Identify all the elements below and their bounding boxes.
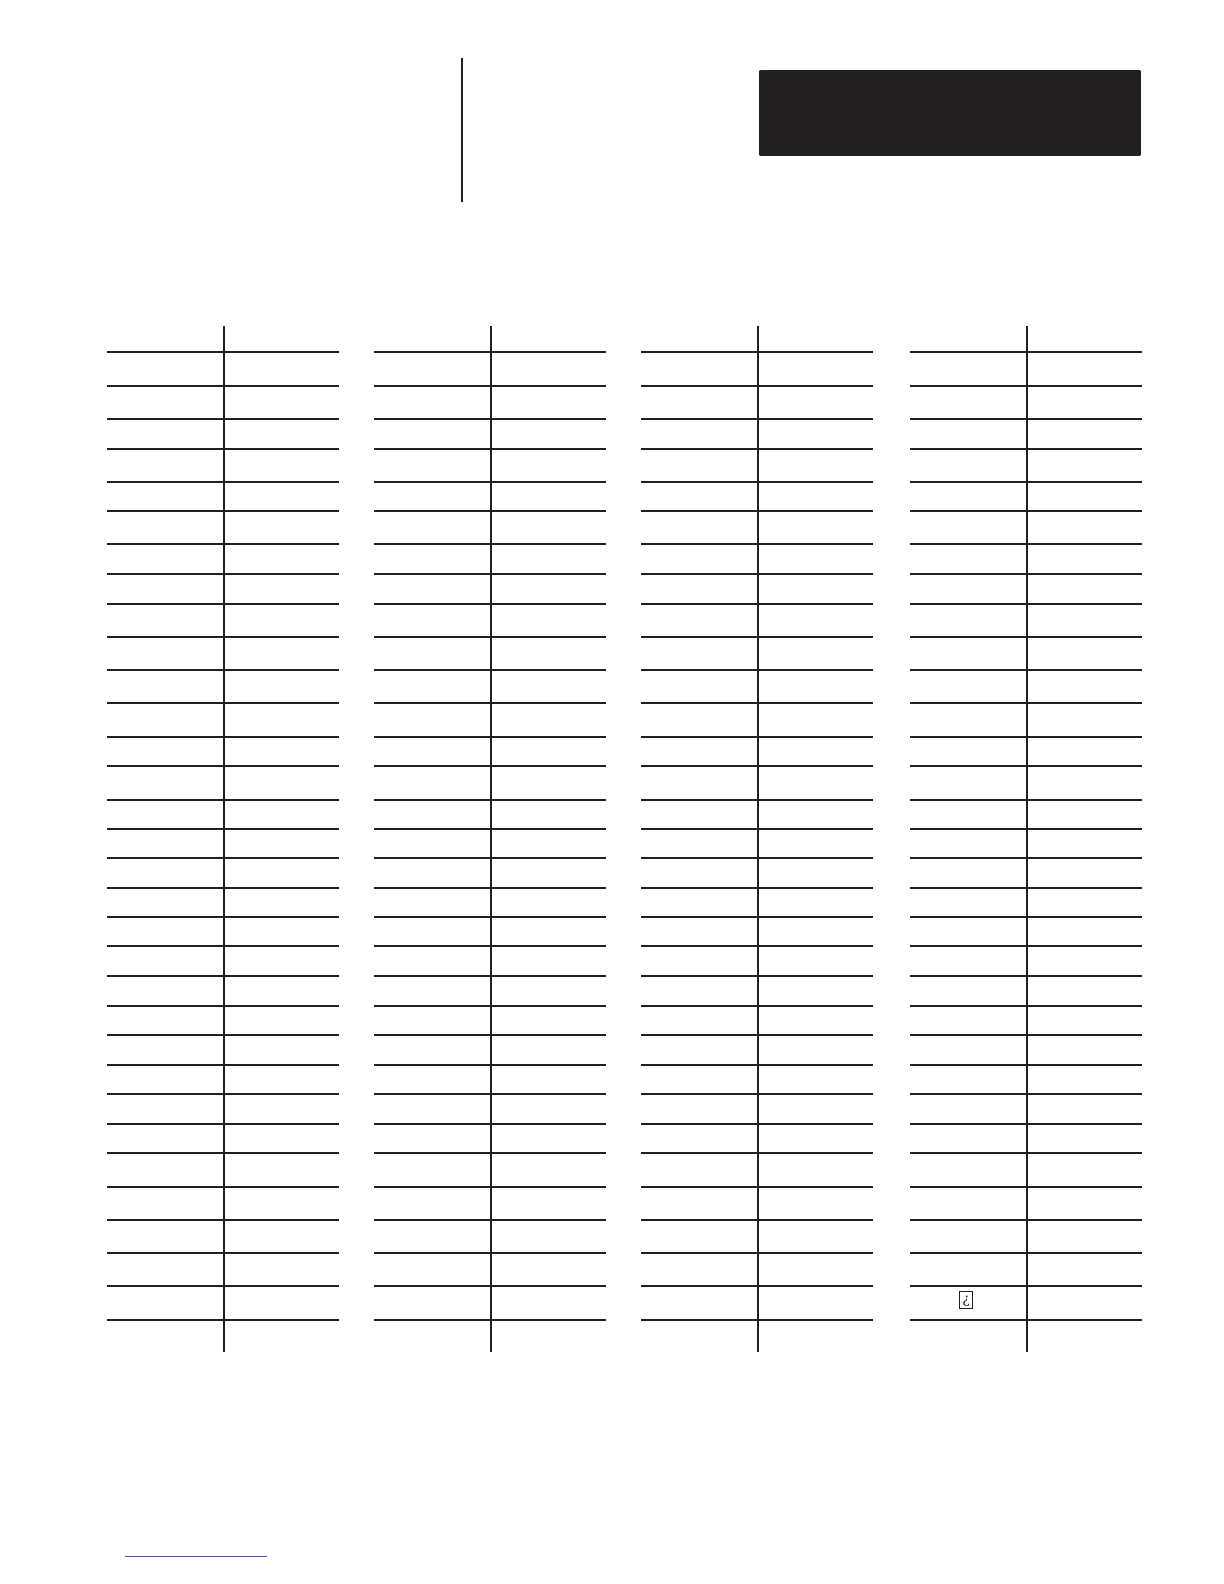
table-row — [374, 1186, 606, 1188]
table-row — [374, 543, 606, 545]
table-row — [641, 385, 873, 387]
table-row — [374, 481, 606, 483]
table-row — [910, 1285, 1142, 1287]
table-row — [910, 1064, 1142, 1066]
table-row — [374, 1319, 606, 1321]
table-row — [641, 887, 873, 889]
table-row — [374, 702, 606, 704]
table-row — [374, 418, 606, 420]
table-row — [107, 1034, 339, 1036]
table-row — [374, 799, 606, 801]
table-row — [641, 418, 873, 420]
table-row — [641, 1319, 873, 1321]
table-row — [107, 736, 339, 738]
table-row — [374, 669, 606, 671]
table-row — [107, 543, 339, 545]
table-row — [374, 1285, 606, 1287]
column-divider — [1026, 326, 1028, 1352]
table-row — [107, 636, 339, 638]
table-row — [910, 799, 1142, 801]
table-row — [641, 1219, 873, 1221]
table-row — [910, 945, 1142, 947]
inverted-question-mark-icon: ¿ — [959, 1291, 973, 1309]
table-row — [910, 543, 1142, 545]
table-row — [107, 945, 339, 947]
table-row — [910, 857, 1142, 859]
table-row — [641, 1064, 873, 1066]
table-row — [374, 1252, 606, 1254]
table-row — [641, 1093, 873, 1095]
table-row — [374, 1093, 606, 1095]
table-row — [374, 573, 606, 575]
table-row — [374, 603, 606, 605]
table-row — [641, 916, 873, 918]
table-row — [374, 765, 606, 767]
table-row — [910, 1093, 1142, 1095]
table-row — [910, 1005, 1142, 1007]
table-row — [107, 1219, 339, 1221]
table-row — [910, 351, 1142, 353]
table-row — [107, 1123, 339, 1125]
table-row — [641, 603, 873, 605]
table-row — [107, 510, 339, 512]
table-row — [910, 1252, 1142, 1254]
table-column-group — [107, 326, 339, 1352]
table-row — [910, 1319, 1142, 1321]
table-row — [107, 385, 339, 387]
table-row — [107, 887, 339, 889]
table-row — [107, 603, 339, 605]
table-row — [107, 351, 339, 353]
table-row — [374, 1064, 606, 1066]
table-row — [107, 1252, 339, 1254]
table-row — [641, 945, 873, 947]
table-row — [107, 1093, 339, 1095]
table-row — [641, 1186, 873, 1188]
table-row — [374, 1034, 606, 1036]
column-divider — [223, 326, 225, 1352]
table-row — [374, 636, 606, 638]
table-row — [374, 448, 606, 450]
table-row — [910, 1186, 1142, 1188]
table-row — [641, 669, 873, 671]
table-row — [910, 603, 1142, 605]
table-row — [641, 857, 873, 859]
table-row — [107, 1186, 339, 1188]
table-row — [910, 481, 1142, 483]
table-row — [641, 799, 873, 801]
table-row — [910, 1034, 1142, 1036]
table-row — [107, 481, 339, 483]
table-row — [641, 510, 873, 512]
table-row — [641, 736, 873, 738]
table-row — [910, 1123, 1142, 1125]
table-row — [910, 669, 1142, 671]
table-column-group — [641, 326, 873, 1352]
table-row — [374, 916, 606, 918]
table-row — [910, 975, 1142, 977]
table-row — [910, 636, 1142, 638]
table-row — [910, 1219, 1142, 1221]
column-divider — [490, 326, 492, 1352]
table-row — [641, 828, 873, 830]
table-row — [107, 573, 339, 575]
table-row — [641, 1005, 873, 1007]
table-row — [374, 1005, 606, 1007]
table-row — [910, 828, 1142, 830]
table-row — [910, 510, 1142, 512]
table-row — [374, 1152, 606, 1154]
table-row — [641, 1152, 873, 1154]
table-row — [107, 828, 339, 830]
table-row — [107, 418, 339, 420]
table-row — [641, 975, 873, 977]
table-row — [910, 385, 1142, 387]
table-row — [107, 448, 339, 450]
table-row — [374, 887, 606, 889]
table-row — [107, 1152, 339, 1154]
table-row — [374, 857, 606, 859]
table-row — [641, 448, 873, 450]
table-row — [641, 702, 873, 704]
table-row — [107, 916, 339, 918]
table-row — [641, 481, 873, 483]
table-row — [374, 945, 606, 947]
table-row — [374, 510, 606, 512]
table-row — [107, 1285, 339, 1287]
table-row — [910, 887, 1142, 889]
table-row — [374, 1219, 606, 1221]
table-row — [641, 1123, 873, 1125]
table-row — [107, 857, 339, 859]
table-row — [641, 351, 873, 353]
table-row — [107, 1064, 339, 1066]
table-row — [107, 702, 339, 704]
table-row — [107, 799, 339, 801]
table-row — [107, 669, 339, 671]
table-row — [910, 765, 1142, 767]
column-divider — [757, 326, 759, 1352]
table-row — [641, 1252, 873, 1254]
table-row — [910, 702, 1142, 704]
table-row — [641, 1034, 873, 1036]
table-row — [374, 828, 606, 830]
table-row — [374, 351, 606, 353]
table-row — [641, 543, 873, 545]
table-row — [107, 1005, 339, 1007]
table-row — [374, 975, 606, 977]
table-row — [641, 1285, 873, 1287]
table-row — [107, 765, 339, 767]
table-row — [910, 418, 1142, 420]
table-column-group — [910, 326, 1142, 1352]
table-row — [641, 765, 873, 767]
table-row — [641, 636, 873, 638]
table-row — [910, 573, 1142, 575]
table-column-group — [374, 326, 606, 1352]
table-row — [910, 1152, 1142, 1154]
table-row — [374, 385, 606, 387]
footer-link-underline[interactable] — [125, 1556, 267, 1557]
table-row — [374, 1123, 606, 1125]
table-row — [107, 1319, 339, 1321]
table-row — [641, 573, 873, 575]
table-row — [910, 736, 1142, 738]
table-row — [910, 916, 1142, 918]
table-row — [910, 448, 1142, 450]
table-row — [374, 736, 606, 738]
table-row — [107, 975, 339, 977]
